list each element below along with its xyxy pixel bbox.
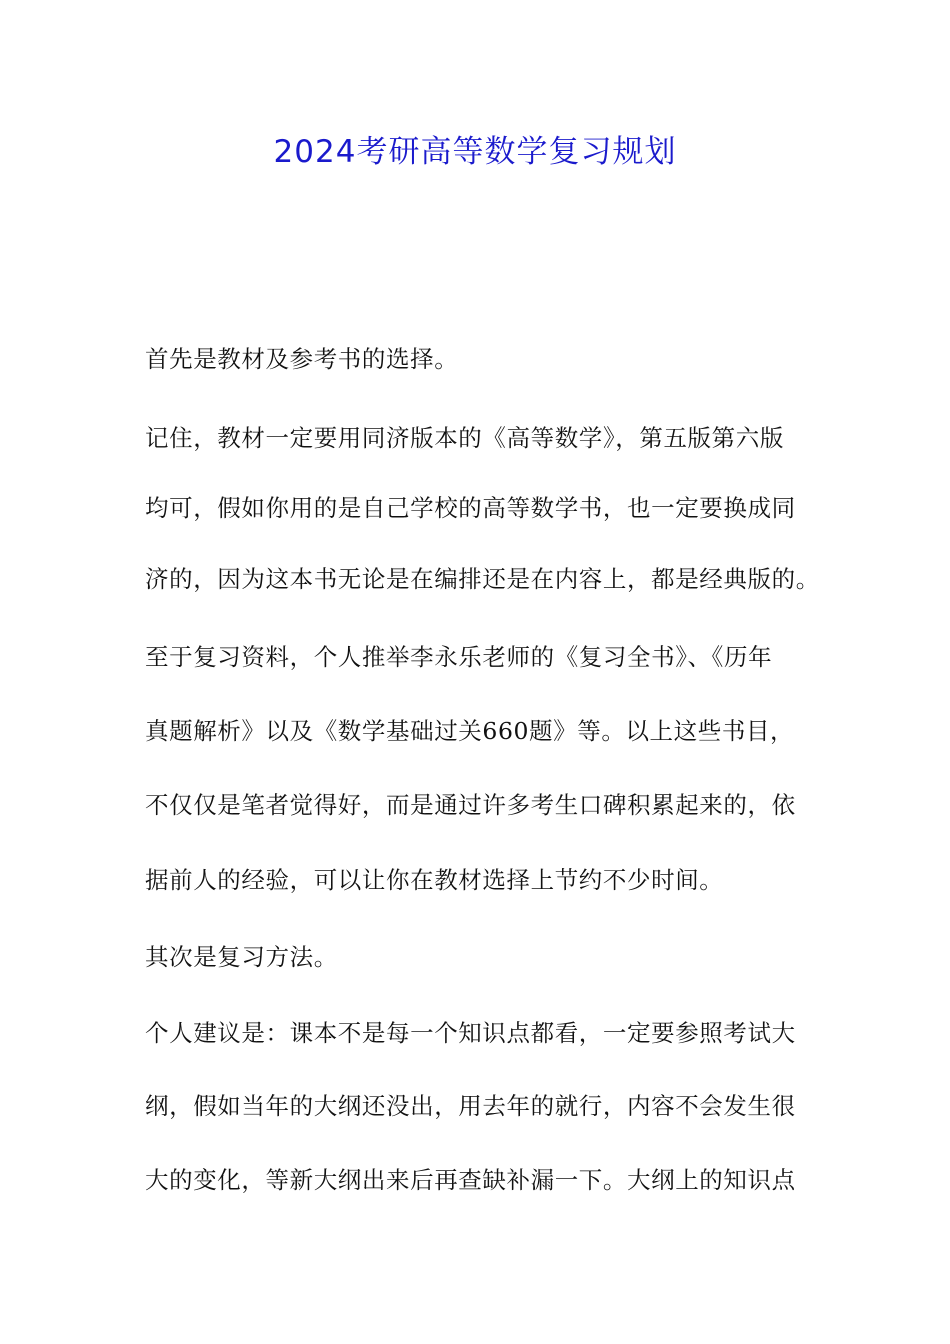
paragraph-line: 首先是教材及参考书的选择。: [145, 345, 459, 373]
paragraph-line: 真题解析》以及《数学基础过关660题》等。以上这些书目，: [145, 717, 795, 745]
paragraph-line: 个人建议是：课本不是每一个知识点都看，一定要参照考试大: [145, 1019, 796, 1047]
paragraph-line: 均可，假如你用的是自己学校的高等数学书，也一定要换成同: [145, 494, 796, 522]
document-title: 2024考研高等数学复习规划: [273, 134, 677, 170]
paragraph-line: 纲，假如当年的大纲还没出，用去年的就行，内容不会发生很: [145, 1092, 796, 1120]
paragraph-line: 大的变化，等新大纲出来后再查缺补漏一下。大纲上的知识点: [145, 1166, 796, 1194]
paragraph-line: 不仅仅是笔者觉得好，而是通过许多考生口碑积累起来的，依: [145, 791, 796, 819]
paragraph-line: 至于复习资料，个人推举李永乐老师的《复习全书》、《历年: [145, 643, 773, 671]
paragraph-line: 济的，因为这本书无论是在编排还是在内容上，都是经典版的。: [145, 565, 820, 593]
paragraph-line: 其次是复习方法。: [145, 943, 338, 971]
paragraph-line: 记住，教材一定要用同济版本的《高等数学》，第五版第六版: [145, 424, 784, 452]
paragraph-line: 据前人的经验，可以让你在教材选择上节约不少时间。: [145, 866, 724, 894]
